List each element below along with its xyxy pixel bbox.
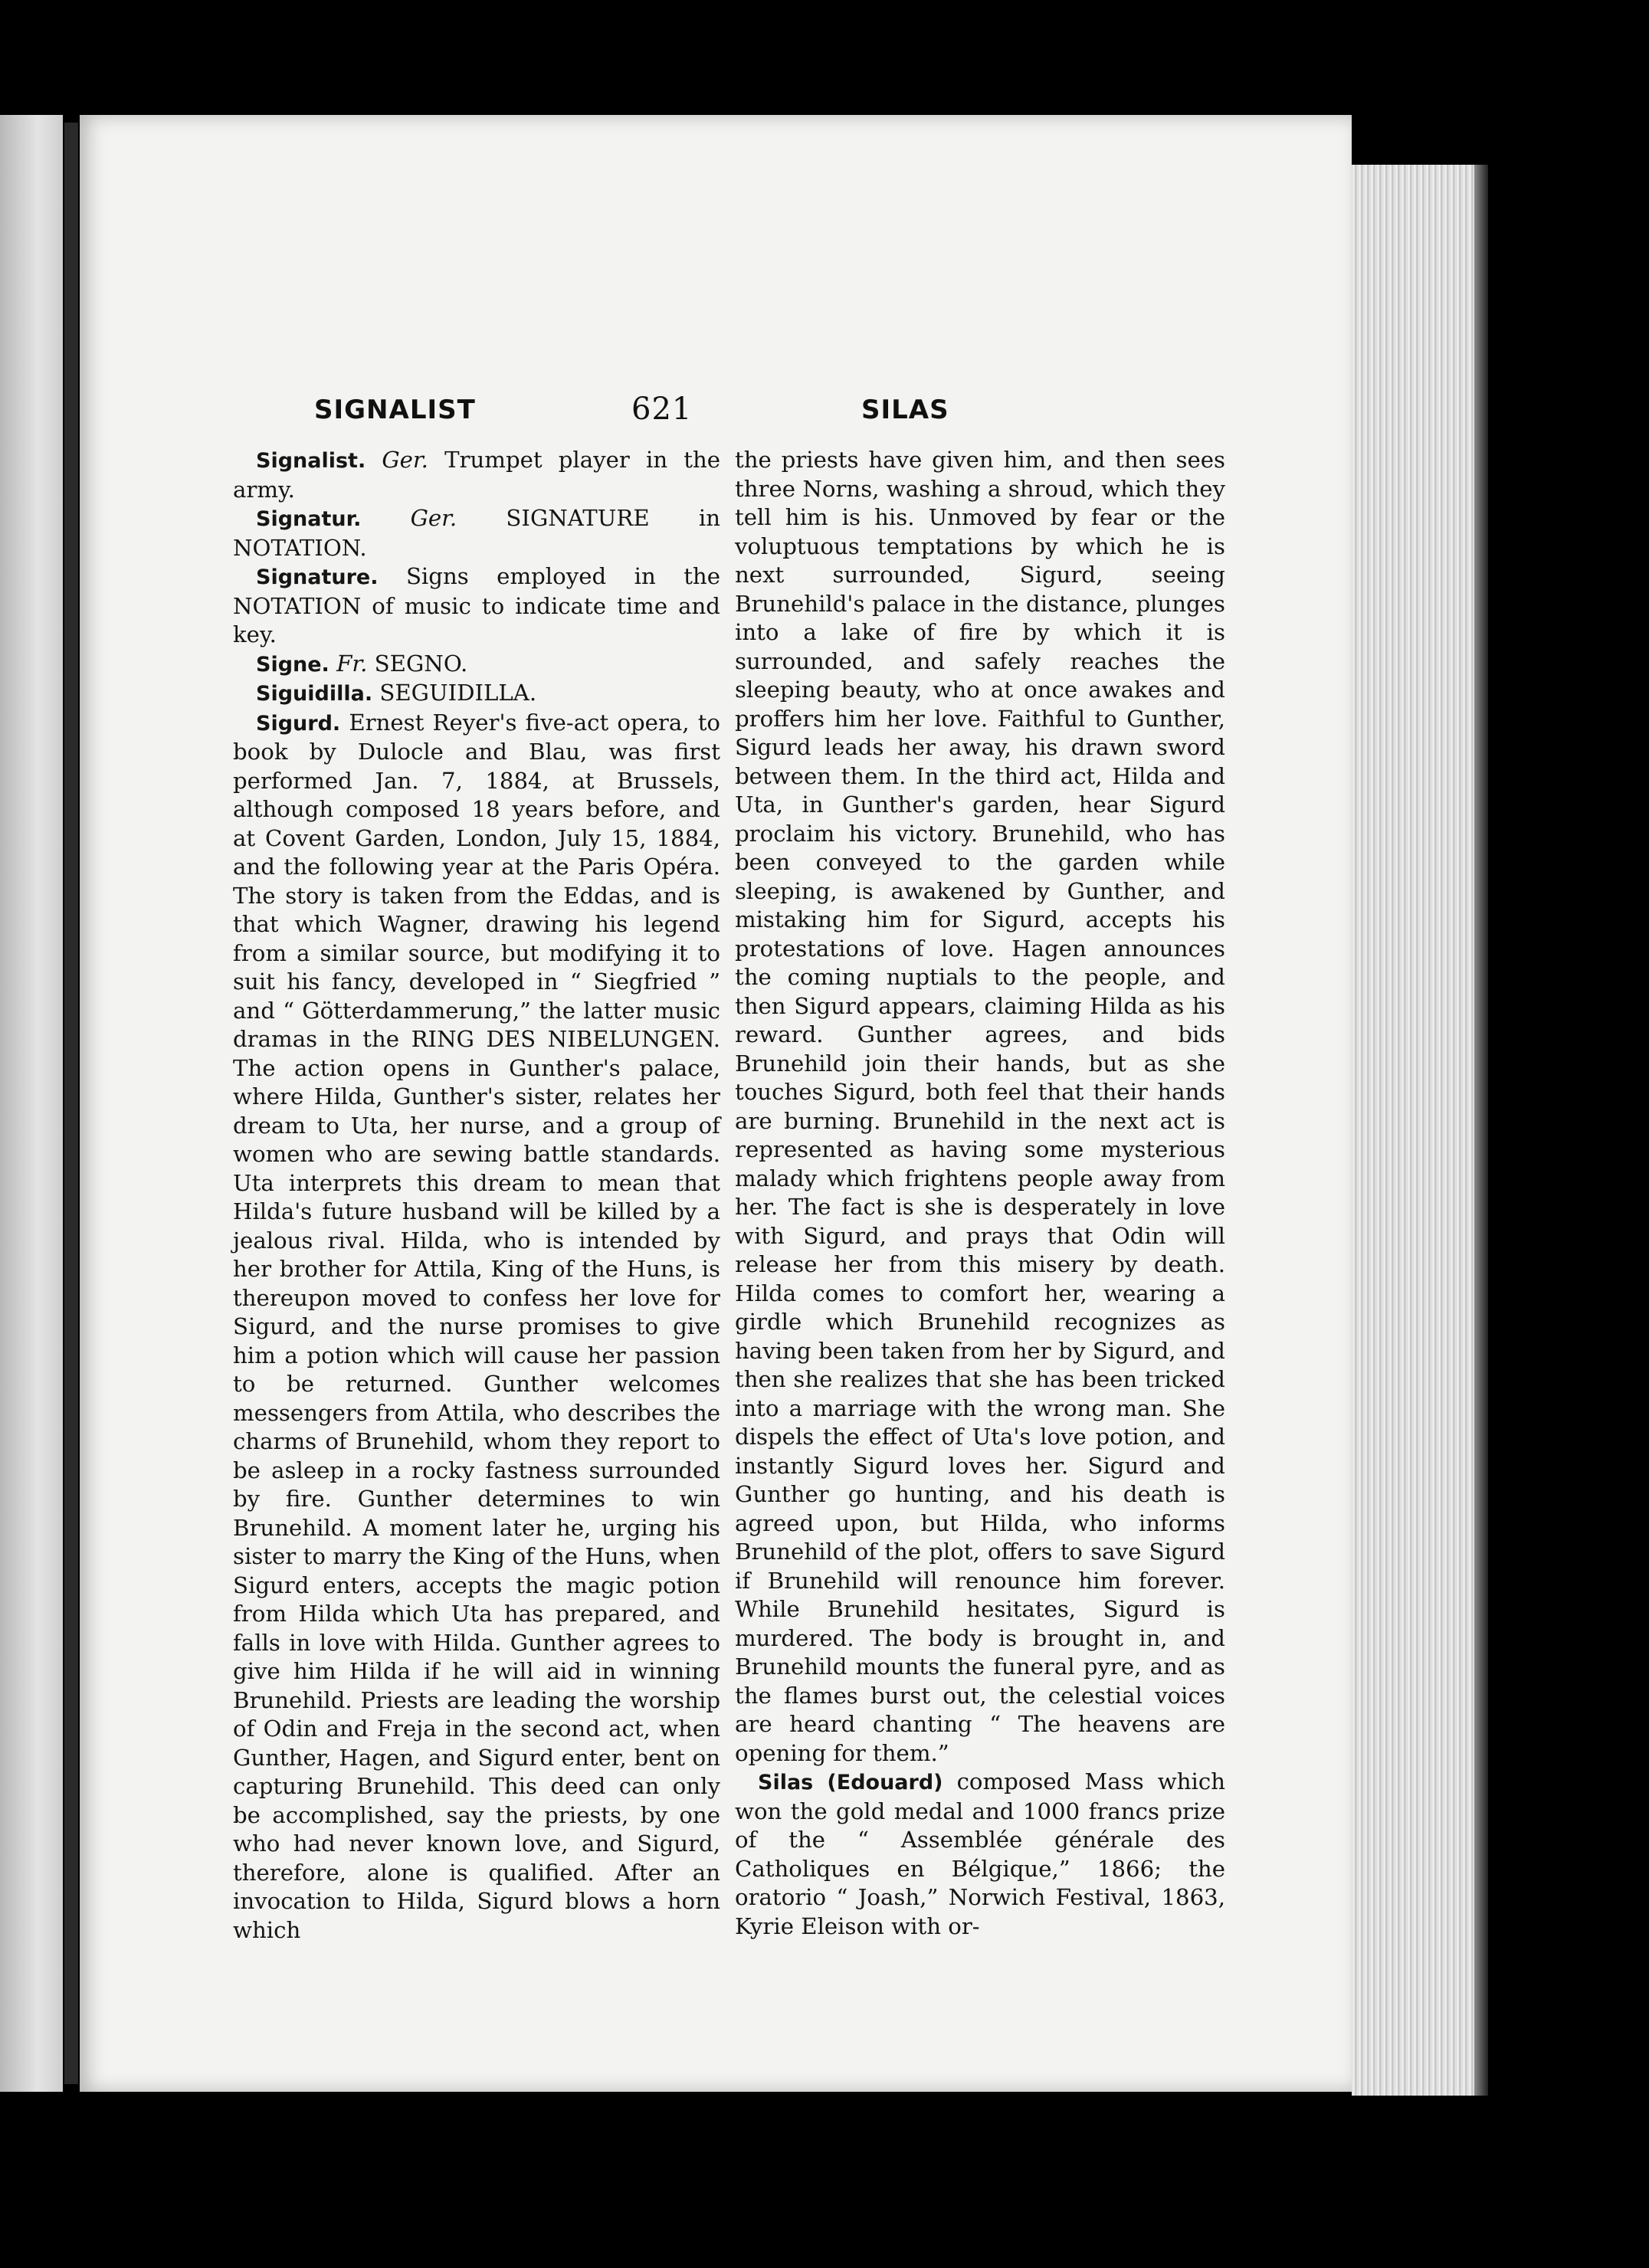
definition: SEGNO. <box>374 650 468 677</box>
entry-siguidilla <box>233 679 720 709</box>
entry-silas <box>735 1768 1225 1941</box>
right-column <box>735 446 1225 1941</box>
book-fore-edge <box>1352 165 1474 2096</box>
definition: Signs employed in the NOTATION of music to indicate time and key. <box>233 563 720 647</box>
headword: Signature. <box>256 565 379 589</box>
headword: Sigurd. <box>256 711 341 736</box>
language-label: Ger. <box>382 447 428 473</box>
running-head-right: SILAS <box>861 395 949 425</box>
left-column <box>233 446 720 1945</box>
entry-signalist <box>233 446 720 504</box>
headword: Signalist. <box>256 449 366 473</box>
headword: Signe. <box>256 652 329 677</box>
headword: Siguidilla. <box>256 682 373 706</box>
page-number: 621 <box>631 392 693 427</box>
definition: Trumpet player in the army. <box>233 447 721 503</box>
definition: composed Mass which won the gold medal and 1000 francs prize of the “ Assemblée générale des Catholiques en Bélgique,” 1866; the oratorio “ Joash,” Norwich Festival, 1863, Kyrie Eleison with or- <box>735 1768 1225 1939</box>
entry-sigurd-continued: the priests have given him, and then sees three Norns, washing a shroud, which they tell him is his. Unmoved by fear or the voluptuous temptations by which he is next surrounded, Sigurd, seeing Brunehild's palace in the distance, plunges into a lake of fire by which it is surrounded, and safely reaches the sleeping beauty, who at once awakes and proffers him her love. Faithful to Gunther, Sigurd leads her away, his drawn sword between them. In the third act, Hilda and Uta, in Gunther's garden, hear Sigurd proclaim his victory. Brunehild, who has been conveyed to the garden while sleeping, is awakened by Gunther, and mistaking him for Sigurd, accepts his protestations of love. Hagen announces the coming nuptials to the people, and then Sigurd appears, claiming Hilda as his reward. Gunther agrees, and bids Brunehild join their hands, but as she touches Sigurd, both feel that their hands are burning. Brunehild in the next act is represented as having some mysterious malady which frightens people away from her. The fact is she is desperately in love with Sigurd, and prays that Odin will release her from this misery by death. Hilda comes to comfort her, wearing a girdle which Brunehild recognizes as having been taken from her by Sigurd, and then she realizes that she has been tricked into a marriage with the wrong man. She dispels the effect of Uta's love potion, and instantly Sigurd loves her. Sigurd and Gunther go hunting, and his death is agreed upon, but Hilda, who informs Brunehild of the plot, offers to save Sigurd if Brunehild will renounce him forever. While Brunehild hesitates, Sigurd is murdered. The body is brought in, and Brunehild mounts the funeral pyre, and as the flames burst out, the celestial voices are heard chanting “ The heavens are opening for them.” <box>735 447 1225 1766</box>
definition: SIGNATURE in NOTATION. <box>233 505 720 561</box>
entry-signatur <box>233 504 720 562</box>
entry-sigurd <box>233 709 720 1945</box>
book-page <box>80 115 1352 2092</box>
definition: SEGUIDILLA. <box>379 680 537 706</box>
language-label: Fr. <box>336 650 368 677</box>
entry-signature <box>233 562 720 650</box>
entry-signe <box>233 650 720 680</box>
language-label: Ger. <box>410 505 457 531</box>
facing-page-sliver <box>0 115 63 2092</box>
running-head <box>80 392 1352 433</box>
book-edge-shadow <box>1474 165 1488 2096</box>
definition: Ernest Reyer's five-act opera, to book by Dulocle and Blau, was first performed Jan. 7, 1884, at Brussels, although composed 18 years before, and at Covent Garden, London, July 15, 1884, and the following year at the Paris Opéra. The story is taken from the Eddas, and is that which Wagner, drawing his legend from a similar source, but modifying it to suit his fancy, developed in “ Siegfried ” and “ Götterdammerung,” the latter music dramas in the RING DES NIBELUNGEN. The action opens in Gunther's palace, where Hilda, Gunther's sister, relates her dream to Uta, her nurse, and a group of women who are sewing battle standards. Uta interprets this dream to mean that Hilda's future husband will be killed by a jealous rival. Hilda, who is intended by her brother for Attila, King of the Huns, is thereupon moved to confess her love for Sigurd, and the nurse promises to give him a potion which will cause her passion to be returned. Gunther welcomes messengers from Attila, who describes the charms of Brunehild, whom they report to be asleep in a rocky fastness surrounded by fire. Gunther determines to win Brunehild. A moment later he, urging his sister to marry the King of the Huns, when Sigurd enters, accepts the magic potion from Hilda which Uta has prepared, and falls in love with Hilda. Gunther agrees to give him Hilda if he will aid in winning Brunehild. Priests are leading the worship of Odin and Freja in the second act, when Gunther, Hagen, and Sigurd enter, bent on capturing Brunehild. This deed can only be accomplished, say the priests, by one who had never known love, and Sigurd, therefore, alone is qualified. After an invocation to Hilda, Sigurd blows a horn which <box>233 709 721 1943</box>
running-head-left: SIGNALIST <box>314 395 476 425</box>
headword: Silas (Edouard) <box>758 1771 943 1794</box>
book-gutter <box>64 123 78 2084</box>
headword: Signatur. <box>256 507 362 531</box>
